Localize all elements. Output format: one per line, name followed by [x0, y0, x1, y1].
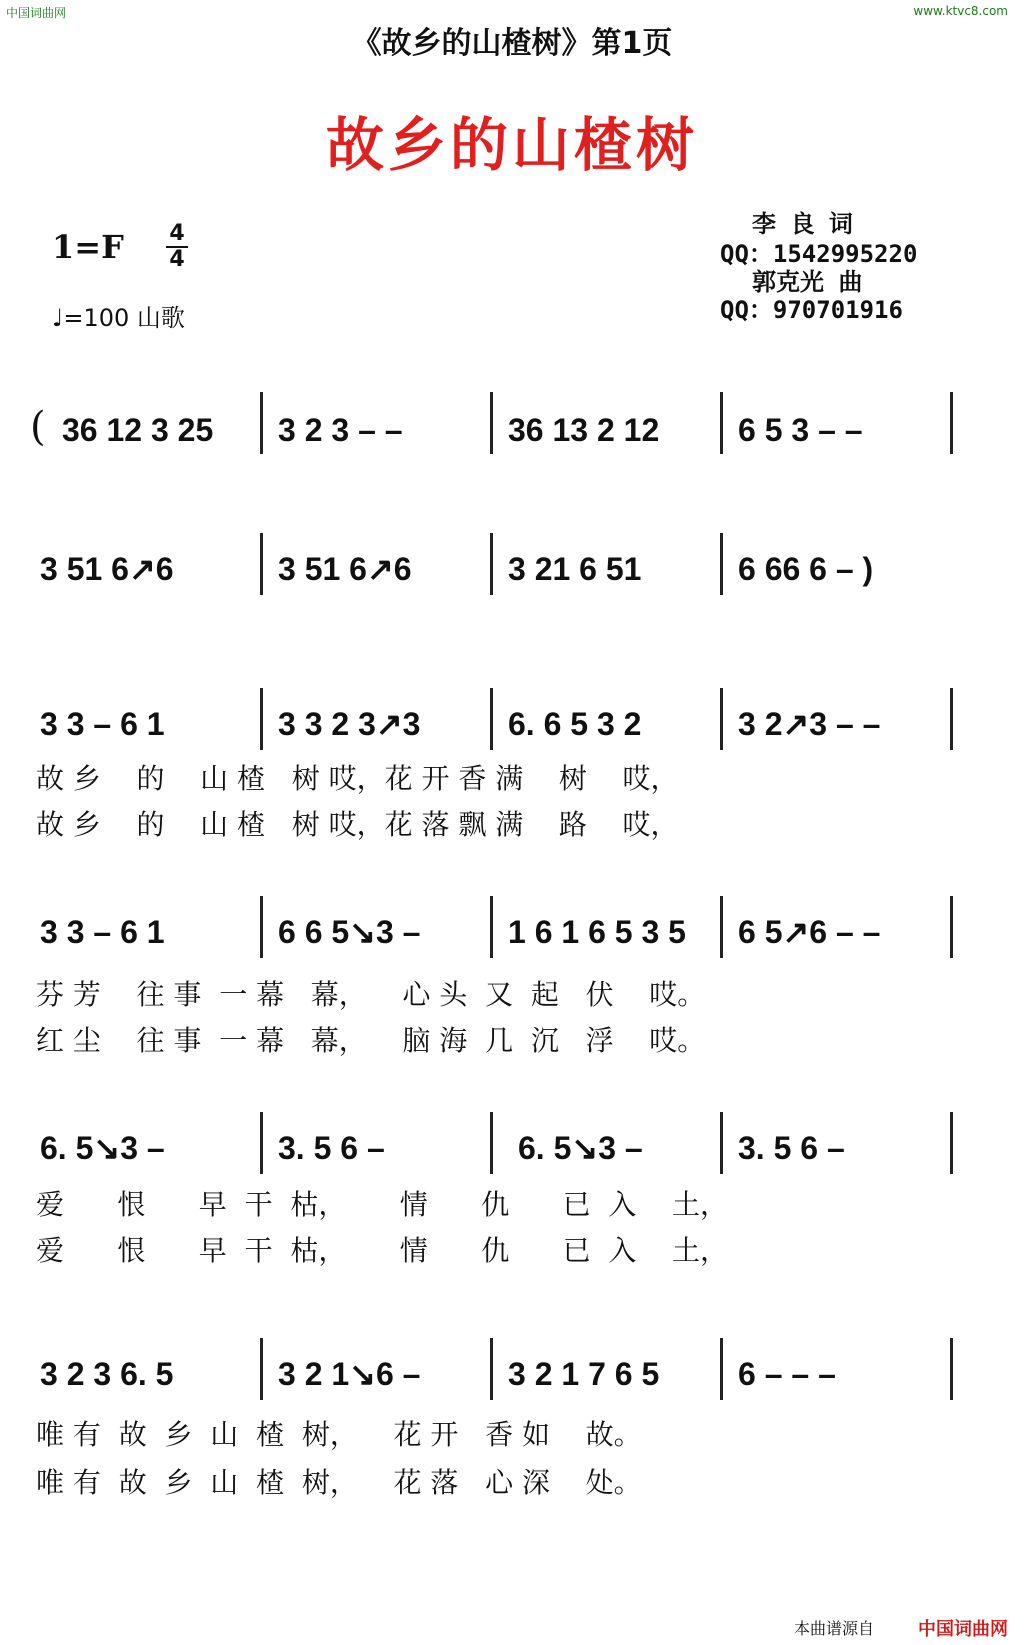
lyricist-qq: QQ：1542995220	[720, 240, 918, 268]
score-row-2	[0, 545, 1024, 605]
measure-2: 3 2 3 – –	[278, 412, 403, 448]
lyric-verse-1: 爱 恨 早 干 枯， 情 仇 已 入 土，	[36, 1188, 729, 1221]
composer-qq: QQ：970701916	[720, 296, 903, 324]
measure-3: 3 2 1 7 6 5	[508, 1356, 660, 1392]
footer-site-link[interactable]: 中国词曲网	[918, 1619, 1008, 1640]
barline	[490, 896, 493, 958]
measure-3: 1 6 1 6 5 3 5	[508, 914, 686, 950]
barline	[720, 533, 723, 595]
measure-4: 6 5 3 – –	[738, 412, 863, 448]
measure-4: 6 5↗6 – –	[738, 914, 881, 950]
barline	[490, 392, 493, 454]
barline	[950, 1338, 953, 1400]
measure-2: 6 6 5↘3 –	[278, 914, 421, 950]
measure-1: 3 3 – 6 1	[40, 914, 165, 950]
barline	[490, 688, 493, 750]
barline	[260, 1112, 263, 1174]
measure-4: 3 2↗3 – –	[738, 706, 881, 742]
footer-source-text: 本曲谱源自	[793, 1619, 874, 1638]
barline	[950, 1112, 953, 1174]
measure-3: 6. 5↘3 –	[518, 1130, 643, 1166]
measure-4: 3. 5 6 –	[738, 1130, 845, 1166]
barline	[950, 392, 953, 454]
barline	[490, 1338, 493, 1400]
measure-3: 3 21 6 51	[508, 551, 642, 587]
lyric-verse-2: 故 乡 的 山 楂 树 哎，花 落 飘 满 路 哎，	[36, 808, 679, 841]
score-row-3	[0, 700, 1024, 850]
tempo-marking: ♩=100 山歌	[52, 304, 185, 332]
barline	[720, 392, 723, 454]
measure-4: 6 66 6 – )	[738, 551, 874, 587]
barline	[260, 1338, 263, 1400]
page-header: 《故乡的山楂树》第1页	[351, 26, 673, 61]
lyric-verse-1: 唯 有 故 乡 山 楂 树， 花 开 香 如 故。	[36, 1418, 642, 1451]
barline	[260, 392, 263, 454]
score-row-1	[0, 404, 1024, 464]
lyricist-credit: 李 良 词	[752, 210, 853, 238]
composer-credit: 郭克光 曲	[752, 268, 863, 296]
barline	[720, 688, 723, 750]
measure-1: 3 3 – 6 1	[40, 706, 165, 742]
site-logo-left[interactable]: 中国词曲网	[6, 6, 67, 20]
measure-2: 3. 5 6 –	[278, 1130, 385, 1166]
time-top: 4	[169, 221, 185, 246]
barline	[720, 896, 723, 958]
lyric-verse-1: 故 乡 的 山 楂 树 哎，花 开 香 满 树 哎，	[36, 762, 679, 795]
measure-1: 6. 5↘3 –	[40, 1130, 165, 1166]
measure-1: 36 12 3 25	[62, 412, 214, 448]
score-row-4	[0, 908, 1024, 1058]
measure-2: 3 2 1↘6 –	[278, 1356, 421, 1392]
lyric-verse-2: 爱 恨 早 干 枯， 情 仇 已 入 土，	[36, 1234, 729, 1267]
measure-1: 3 51 6↗6	[40, 551, 174, 587]
barline	[260, 688, 263, 750]
barline	[950, 896, 953, 958]
measure-3: 6. 6 5 3 2	[508, 706, 642, 742]
key-signature: 1=F	[52, 228, 124, 266]
measure-3: 36 13 2 12	[508, 412, 660, 448]
measure-2: 3 51 6↗6	[278, 551, 412, 587]
barline	[260, 896, 263, 958]
barline	[720, 1338, 723, 1400]
site-url-right[interactable]: www.ktvc8.com	[913, 4, 1008, 18]
lyric-verse-2: 红 尘 往 事 一 幕 幕， 脑 海 几 沉 浮 哎。	[36, 1024, 706, 1057]
time-signature	[164, 222, 190, 272]
barline	[490, 1112, 493, 1174]
open-paren: (	[30, 404, 46, 450]
song-title: 故乡的山楂树	[325, 111, 698, 179]
lyric-verse-1: 芬 芳 往 事 一 幕 幕， 心 头 又 起 伏 哎。	[36, 978, 706, 1011]
score-row-6	[0, 1350, 1024, 1510]
lyric-verse-2: 唯 有 故 乡 山 楂 树， 花 落 心 深 处。	[36, 1466, 642, 1499]
measure-1: 3 2 3 6. 5	[40, 1356, 174, 1392]
barline	[720, 1112, 723, 1174]
measure-4: 6 – – –	[738, 1356, 836, 1392]
barline	[260, 533, 263, 595]
score-row-5	[0, 1124, 1024, 1274]
time-bottom: 4	[169, 247, 185, 272]
barline	[950, 688, 953, 750]
measure-2: 3 3 2 3↗3	[278, 706, 421, 742]
barline	[490, 533, 493, 595]
